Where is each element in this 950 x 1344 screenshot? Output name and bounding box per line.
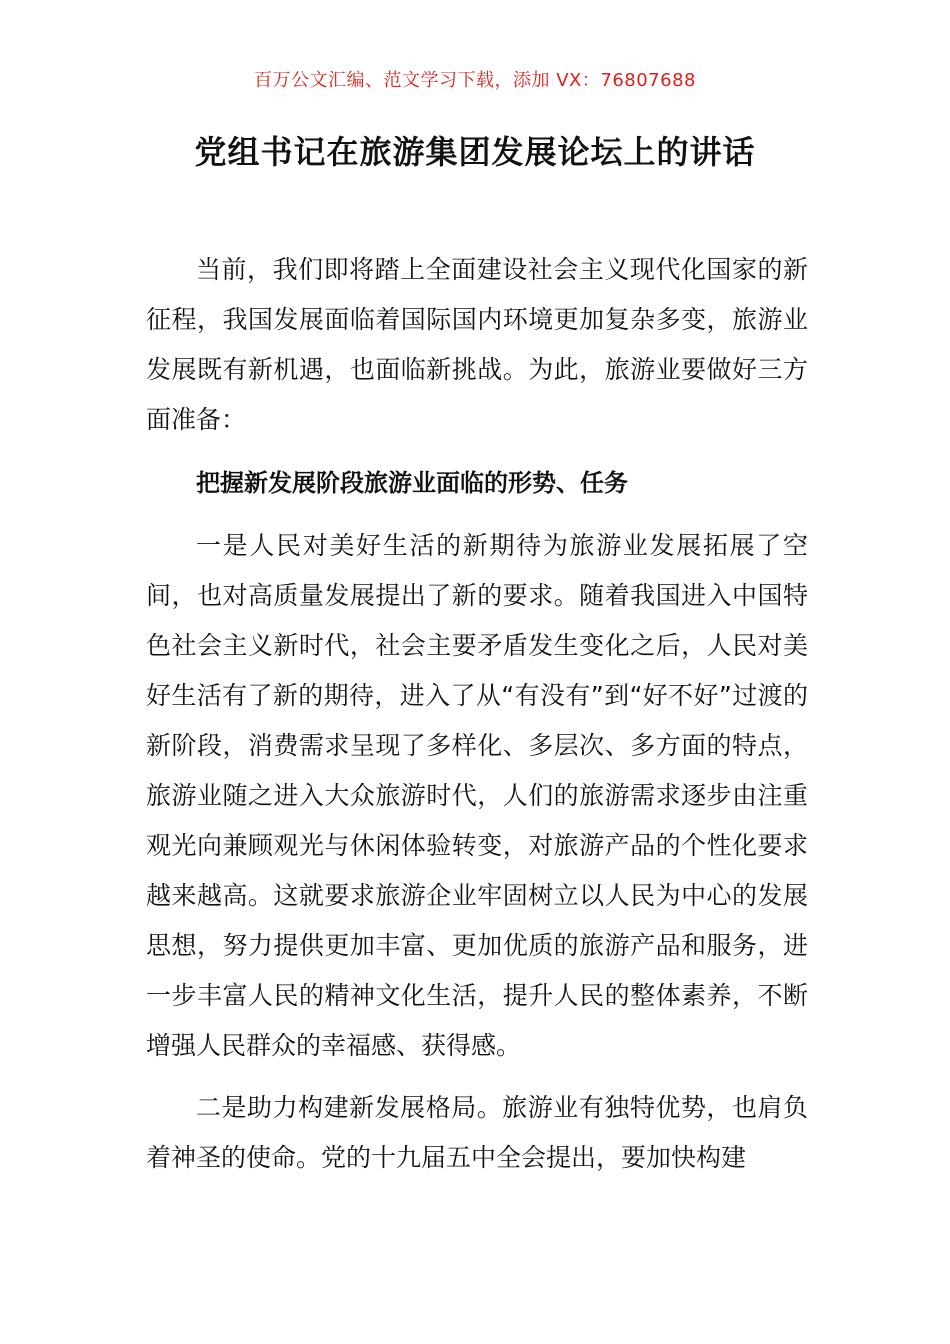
section-heading: 把握新发展阶段旅游业面临的形势、任务 [196, 469, 628, 497]
document-body [146, 245, 808, 1183]
paragraph-point-one: 一是人民对美好生活的新期待为旅游业发展拓展了空间，也对高质量发展提出了新的要求。随着我国进入中国特色社会主义新时代，社会主要矛盾发生变化之后，人民对美好生活有了新的期待，进入了从“有没有”到“好不好”过渡的新阶段，消费需求呈现了多样化、多层次、多方面的特点，旅游业随之进入大众旅游时代，人们的旅游需求逐步由注重观光向兼顾观光与休闲体验转变，对旅游产品的个性化要求越来越高。这就要求旅游企业牢固树立以人民为中心的发展思想，努力提供更加丰富、更加优质的旅游产品和服务，进一步丰富人民的精神文化生活，提升人民的整体素养，不断增强人民群众的幸福感、获得感。 [146, 531, 808, 1060]
header-banner: 百万公文汇编、范文学习下载，添加 VX：76807688 [254, 70, 696, 91]
document-title: 党组书记在旅游集团发展论坛上的讲话 [194, 133, 756, 171]
paragraph-point-two: 二是助力构建新发展格局。旅游业有独特优势，也肩负着神圣的使命。党的十九届五中全会提出，要加快构建 [146, 1093, 808, 1172]
paragraph-intro: 当前，我们即将踏上全面建设社会主义现代化国家的新征程，我国发展面临着国际国内环境更加复杂多变，旅游业发展既有新机遇，也面临新挑战。为此，旅游业要做好三方面准备： [146, 255, 808, 434]
